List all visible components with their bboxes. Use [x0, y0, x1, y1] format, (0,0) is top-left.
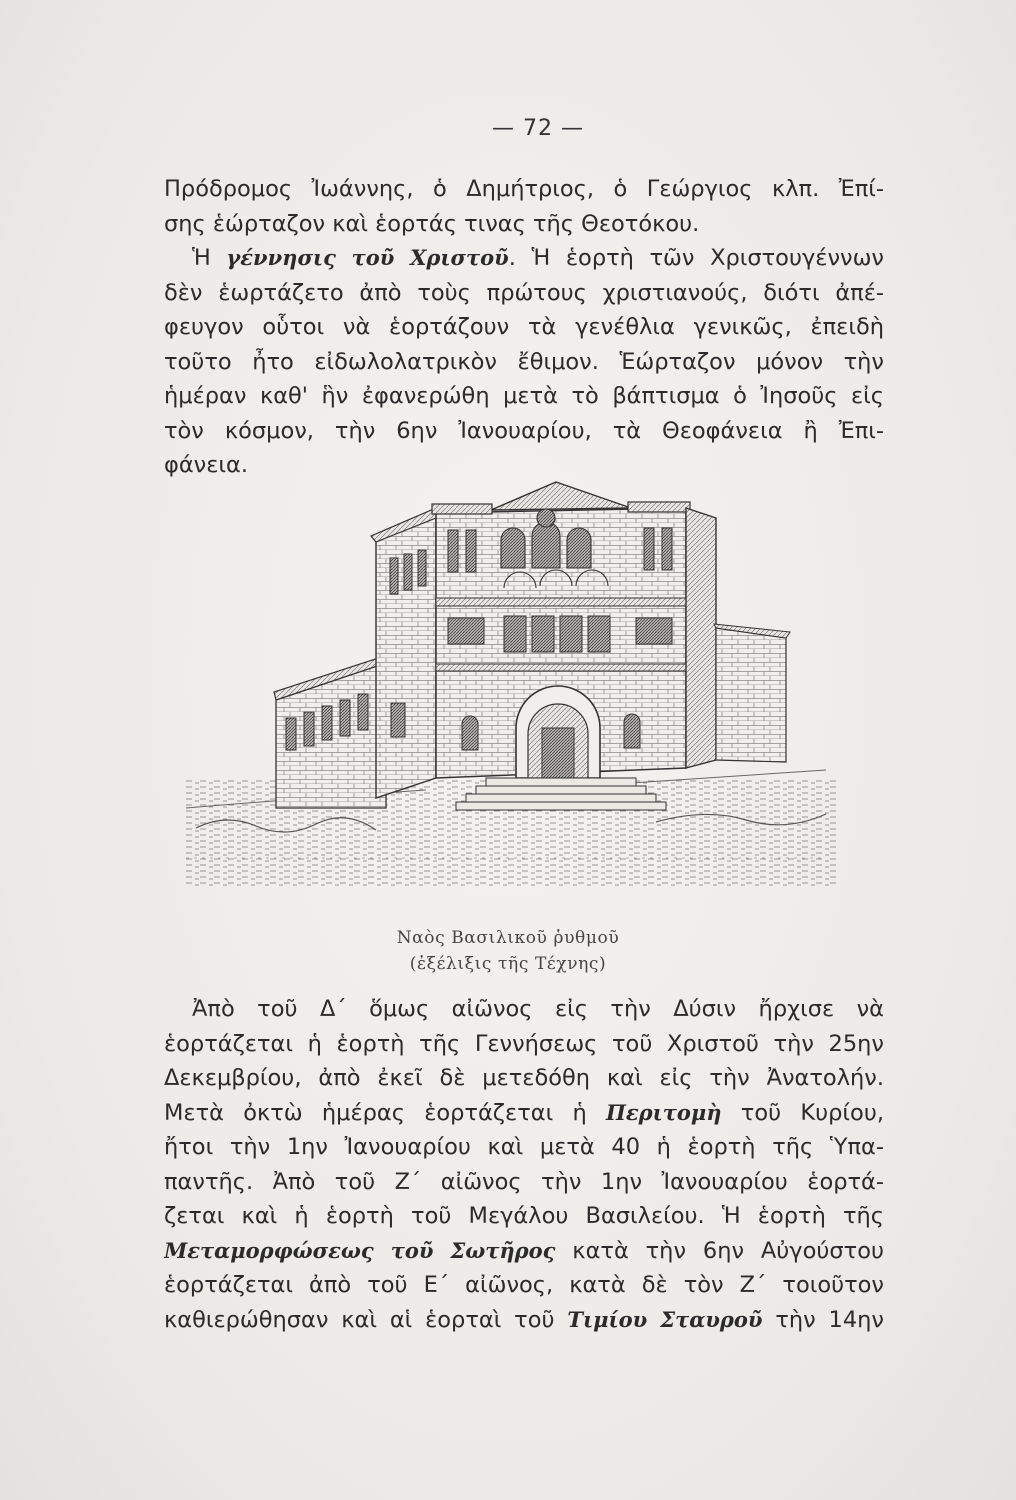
- page-number: — 72 —: [492, 116, 584, 141]
- text-line: τὸν κόσμον, τὴν 6ην Ἰανουαρίου, τὰ Θεοφάνεια ἢ Ἐπι-: [164, 417, 884, 444]
- emphasis-term: γέννησις τοῦ Χριστοῦ: [226, 245, 509, 270]
- text-line: Ἀπὸ τοῦ Δ΄ ὅμως αἰῶνος εἰς τὴν Δύσιν ἤρχισε νὰ: [192, 996, 884, 1022]
- text-line: Ἡ γέννησις τοῦ Χριστοῦ. Ἡ ἑορτὴ τῶν Χριστουγέννων: [192, 245, 884, 271]
- paragraph-2: [164, 241, 884, 483]
- text-line: ἑορτάζεται ἡ ἑορτὴ τῆς Γεννήσεως τοῦ Χριστοῦ τὴν 25ην: [164, 1030, 884, 1057]
- paragraph-3: [164, 992, 884, 1337]
- basilica-church-illustration: [186, 478, 836, 898]
- emphasis-term: Περιτομὴ: [606, 1099, 722, 1125]
- paragraph-1: [164, 172, 884, 241]
- text-line: καθιερώθησαν καὶ αἱ ἑορταὶ τοῦ Τιμίου Σταυροῦ τὴν 14ην: [164, 1306, 884, 1333]
- text-line: Μεταμορφώσεως τοῦ Σωτῆρος κατὰ τὴν 6ην Αὐγούστου: [164, 1237, 884, 1264]
- emphasis-term: Τιμίου Σταυροῦ: [567, 1306, 763, 1332]
- text-line: φάνεια.: [164, 452, 249, 478]
- figure-caption-subtitle: (ἐξέλιξις τῆς Τέχνης): [409, 954, 607, 974]
- text-line: τοῦτο ἦτο εἰδωλολατρικὸν ἔθιμον. Ἑώρταζον μόνον τὴν: [164, 348, 884, 375]
- text-line: ζεται καὶ ἡ ἑορτὴ τοῦ Μεγάλου Βασιλείου. Ἡ ἑορτὴ τῆς: [164, 1203, 884, 1229]
- text-line: ἤτοι τὴν 1ην Ἰανουαρίου καὶ μετὰ 40 ἡ ἑορτὴ τῆς Ὑπα-: [164, 1134, 884, 1160]
- text-line: Πρόδρομος Ἰωάννης, ὁ Δημήτριος, ὁ Γεώργιος κλπ. Ἐπί-: [164, 176, 884, 202]
- text-line: ἡμέραν καθ' ἣν ἐφανερώθη μετὰ τὸ βάπτισμα ὁ Ἰησοῦς εἰς: [164, 383, 884, 409]
- figure-caption-title: Ναὸς Βασιλικοῦ ῥυθμοῦ: [396, 928, 620, 948]
- text-line: παντῆς. Ἀπὸ τοῦ Ζ΄ αἰῶνος τὴν 1ην Ἰανουαρίου ἑορτά-: [164, 1168, 884, 1195]
- emphasis-term: Μεταμορφώσεως τοῦ Σωτῆρος: [164, 1237, 556, 1263]
- text-line: δὲν ἑωρτάζετο ἀπὸ τοὺς πρώτους χριστιανούς, διότι ἀπέ-: [164, 279, 884, 306]
- text-line: Μετὰ ὀκτὼ ἡμέρας ἑορτάζεται ἡ Περιτομὴ τοῦ Κυρίου,: [164, 1099, 884, 1126]
- text-line: ἑορτάζεται ἀπὸ τοῦ Ε΄ αἰῶνος, κατὰ δὲ τὸν Ζ΄ τοιοῦτον: [164, 1272, 884, 1298]
- text-line: Δεκεμβρίου, ἀπὸ ἐκεῖ δὲ μετεδόθη καὶ εἰς τὴν Ἀνατολήν.: [164, 1065, 884, 1091]
- text-line: φευγον οὗτοι νὰ ἑορτάζουν τὰ γενέθλια γενικῶς, ἐπειδὴ: [164, 314, 884, 340]
- text-line: σης ἑώρταζον καὶ ἑορτάς τινας τῆς Θεοτόκου.: [164, 210, 700, 237]
